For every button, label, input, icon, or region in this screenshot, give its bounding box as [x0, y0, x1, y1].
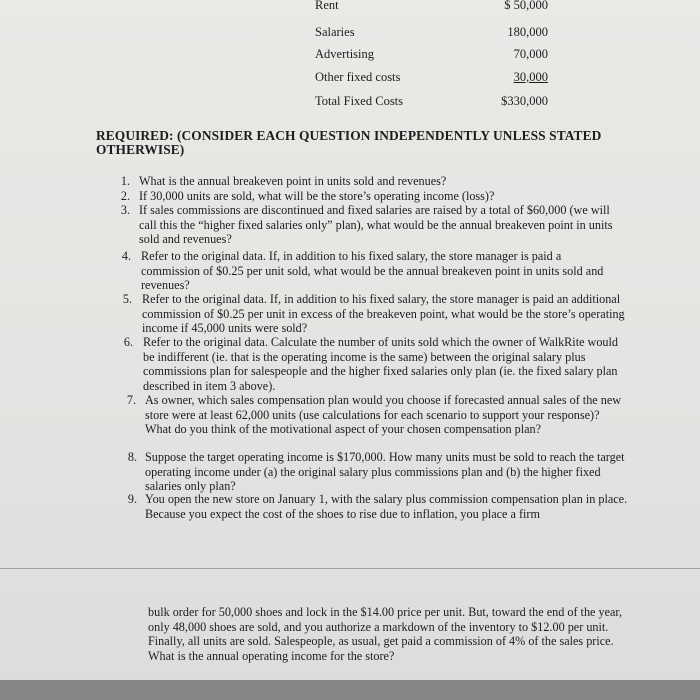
bottom-shadow — [0, 680, 700, 700]
cost-label: Rent — [315, 0, 339, 12]
question-number: 6. — [123, 335, 133, 349]
question-number: 8. — [127, 450, 137, 464]
question-number: 4. — [121, 249, 131, 263]
cost-value: 70,000 — [513, 47, 548, 61]
question-text: What is the annual breakeven point in units sold and revenues? — [139, 174, 447, 188]
question-text: As owner, which sales compensation plan would you choose if forecasted annual sales of the new store were at least 62,000 units (use calculations for each scenario to support your response)? What do you think of the motivational aspect of your chosen compensation plan? — [145, 393, 622, 437]
cost-row-other-fixed-costs — [0, 70, 700, 90]
question-text: If sales commissions are discontinued and fixed salaries are raised by a total of $60,000 (we will call this the “higher fixed salaries only” plan), what would be the annual breakeven point in units sold and revenues? — [139, 203, 613, 247]
question-number: 5. — [122, 292, 132, 306]
cost-row-salaries — [0, 25, 700, 45]
cost-label: Total Fixed Costs — [315, 94, 404, 108]
question-text: Suppose the target operating income is $170,000. How many units must be sold to reach the target operating income under (a) the original salary plus commissions plan and (b) the higher fixed salaries only plan? — [145, 450, 625, 494]
cost-value: $330,000 — [501, 94, 548, 108]
question-text: If 30,000 units are sold, what will be the store’s operating income (loss)? — [139, 189, 495, 203]
required-heading: REQUIRED: (CONSIDER EACH QUESTION INDEPENDENTLY UNLESS STATED OTHERWISE) — [96, 128, 602, 157]
cost-value: $ 50,000 — [504, 0, 548, 12]
cost-label: Advertising — [315, 47, 375, 61]
page-divider — [0, 568, 700, 569]
question-9-continuation: bulk order for 50,000 shoes and lock in the $14.00 price per unit. But, toward the end of the year, only 48,000 shoes are sold, and you authorize a markdown of the inventory to $12.00 per unit. Finally, all units are sold. Salespeople, as usual, get paid a commission of 4% of the sales price. What is the annual operating income for the store? — [148, 605, 623, 664]
question-text: Refer to the original data. Calculate the number of units sold which the owner of WalkRite would be indifferent (ie. that is the operating income is the same) between the original salary plus commissions plan for salespeople and the higher fixed salaries only plan (ie. the fixed salary plan described in item 3 above). — [143, 335, 619, 394]
cost-label: Other fixed costs — [315, 70, 401, 84]
question-text: Refer to the original data. If, in addition to his fixed salary, the store manager is paid an additional commission of $0.25 per unit in excess of the breakeven point, what would be the store’s operating income if 45,000 units were sold? — [142, 292, 625, 336]
question-text: You open the new store on January 1, with the salary plus commission compensation plan in place. Because you expect the cost of the shoes to rise due to inflation, you place a firm — [145, 492, 628, 521]
cost-row-rent — [0, 0, 700, 18]
question-number: 1. — [120, 174, 130, 188]
question-number: 9. — [127, 492, 137, 506]
question-number: 7. — [126, 393, 136, 407]
question-number: 3. — [120, 203, 130, 217]
cost-label: Salaries — [315, 25, 355, 39]
cost-value: 30,000 — [513, 70, 548, 84]
cost-value: 180,000 — [507, 25, 548, 39]
cost-row-advertising — [0, 47, 700, 67]
question-number: 2. — [120, 189, 130, 203]
cost-row-total-fixed-costs — [0, 94, 700, 114]
question-text: Refer to the original data. If, in addition to his fixed salary, the store manager is paid a commission of $0.25 per unit sold, what would be the annual breakeven point in units sold and revenues? — [141, 249, 604, 293]
